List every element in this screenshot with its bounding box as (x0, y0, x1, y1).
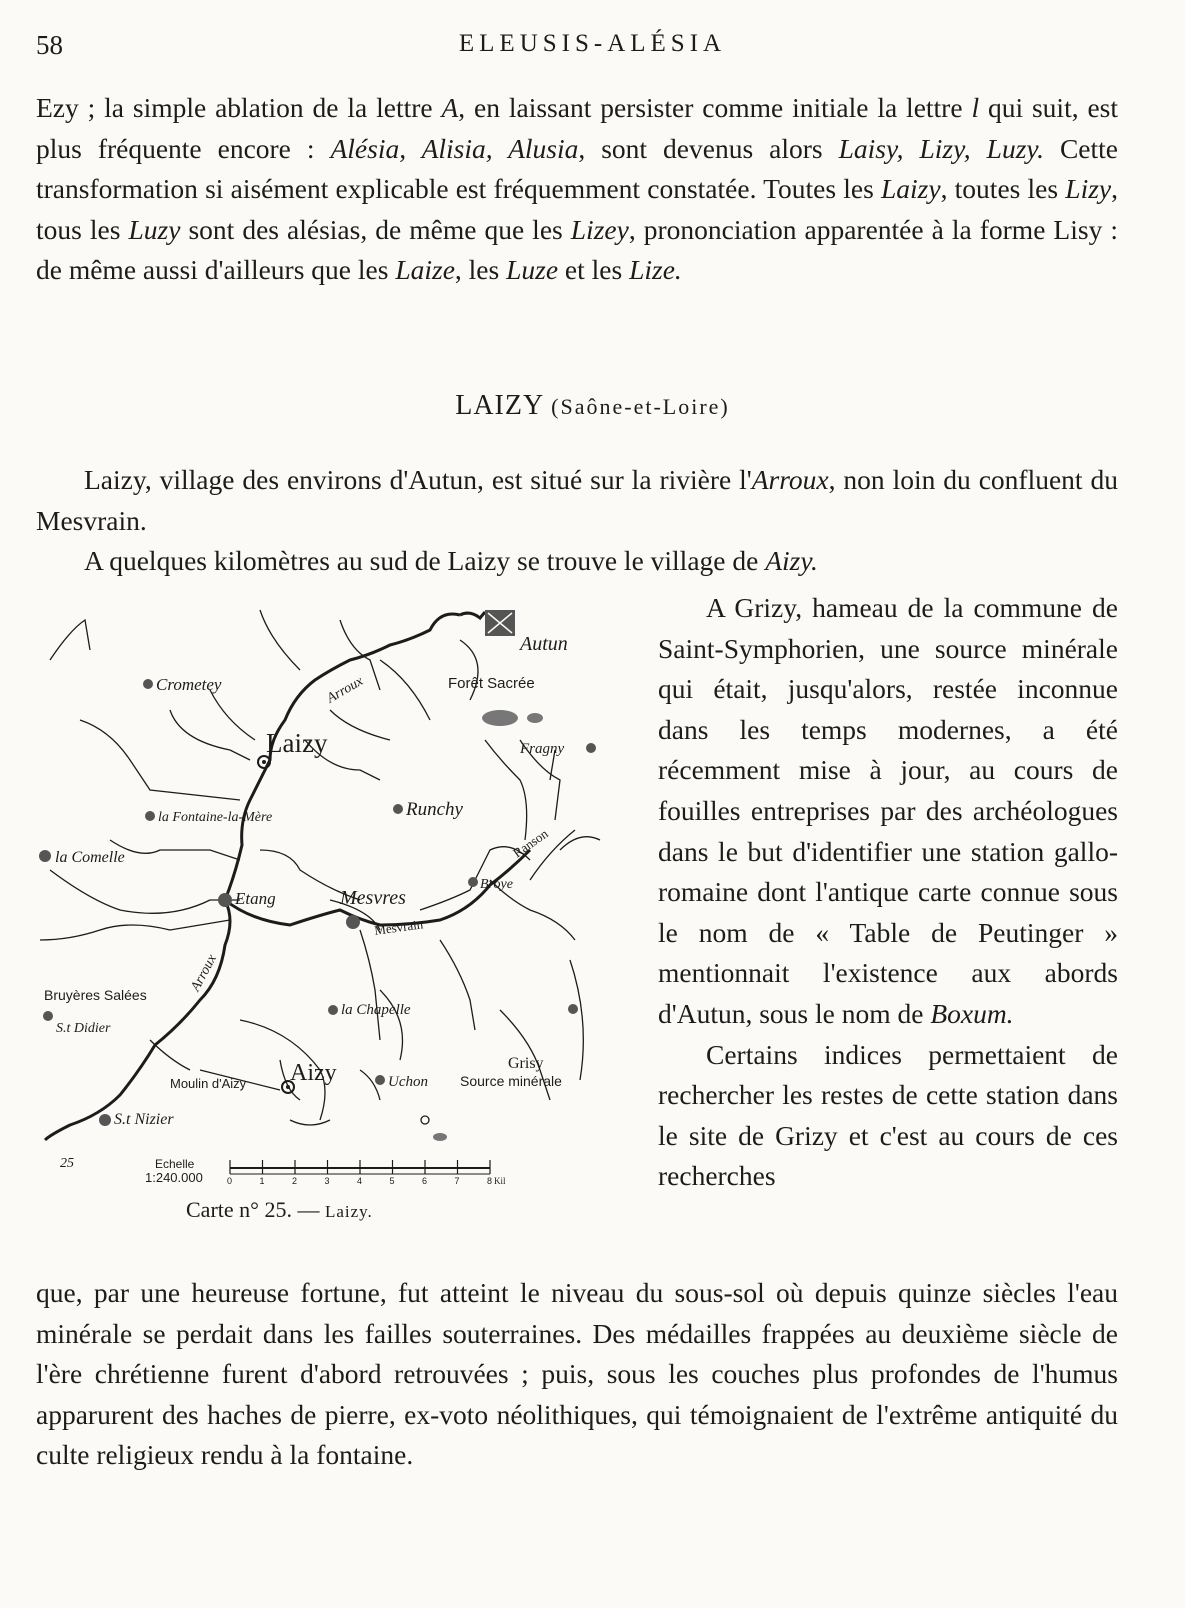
scale-tick-label: 4 (357, 1176, 363, 1186)
marker-runchy (393, 804, 403, 814)
map-label-laizy: Laizy (266, 728, 328, 758)
map-label-crometey: Crometey (156, 675, 222, 694)
laizy-map (30, 600, 620, 1200)
autun-town-mark (485, 610, 515, 636)
map-label-fragny: Fragny (520, 741, 565, 757)
section-subtitle: (Saône-et-Loire) (551, 394, 730, 419)
foret-sacree-mark (482, 710, 543, 726)
map-label-arroux-top: Arroux (324, 673, 366, 707)
map-label-arroux-bottom: Arroux (188, 952, 220, 994)
scale-tick-label: 7 (454, 1176, 460, 1186)
map-label-moulin: Moulin d'Aizy (170, 1076, 247, 1091)
paragraph-laizy-location: Laizy, village des environs d'Autun, est situé sur la rivière l'Arroux, non loin du confluent du Mesvrain. (36, 464, 1118, 536)
scale-tick-label: 8 (487, 1176, 493, 1186)
scale-tick-label: 6 (422, 1176, 428, 1186)
scale-tick-label: 3 (324, 1176, 330, 1186)
map-label-runchy: Runchy (406, 799, 463, 820)
map-label-source: Source minérale (460, 1073, 562, 1089)
map-label-mesvres: Mesvres (340, 887, 406, 909)
marker-stsymphorien (568, 1004, 578, 1014)
marker-uchon (375, 1075, 385, 1085)
marker-stnizier (99, 1114, 111, 1126)
map-label-mesvrain: Mesvrain (373, 916, 425, 938)
marker-etang (218, 893, 232, 907)
scale-tick-label: 2 (292, 1176, 298, 1186)
map-label-uchon: Uchon (388, 1074, 428, 1090)
paragraph-indices: Certains indices permettaient de rechercher les restes de cette station dans le site de Grizy et c'est au cours de ces recherches (658, 1038, 1118, 1192)
plate-number: 25 (60, 1156, 74, 1171)
page-number: 58 (36, 30, 63, 60)
marker-chapelle (328, 1005, 338, 1015)
scale-unit: Kil (494, 1176, 506, 1186)
paragraph-fountain: que, par une heureuse fortune, fut atteint le niveau du sous-sol où depuis quinze siècles l'eau minérale se perdait dans les failles souterraines. Des médailles frappées au deuxième siècle de l'ère chrétienne furent d'abord retrouvées ; puis, sous les couches plus profondes de l'humus apparurent des haches de pierre, ex-voto néolithiques, qui témoignaient de l'extrême antiquité du culte religieux rendu à la fontaine. (36, 1277, 1118, 1471)
column-text (658, 588, 1118, 1197)
scale-ratio: 1:240.000 (145, 1170, 203, 1185)
map-label-comelle: la Comelle (55, 849, 125, 866)
map-label-foret-sacree: Forêt Sacrée (448, 675, 535, 692)
map-label-etang: Etang (235, 889, 276, 908)
marker-fontaine (145, 811, 155, 821)
map-label-fontaine: la Fontaine-la-Mère (158, 810, 273, 825)
marker-crometey (143, 679, 153, 689)
map-label-stnizier: S.t Nizier (114, 1111, 174, 1128)
map-label-chapelle: la Chapelle (341, 1002, 411, 1018)
section-title: LAIZY (Saône-et-Loire) (455, 390, 730, 421)
map-label-stdidier: S.t Didier (56, 1021, 111, 1036)
marker-fragny (586, 743, 596, 753)
page-header (36, 30, 1149, 70)
marker-mesvres (346, 915, 360, 929)
paragraph-grizy: A Grizy, hameau de la commune de Saint-Symphorien, une source minérale qui était, jusqu'alors, restée inconnue dans les temps modernes, a été récemment mise à jour, au cours de fouilles entreprises par des archéologues dans le but d'identifier une station gallo-romaine dont l'antique carte connue sous le nom de « Table de Peutinger » mentionnait l'existence aux abords d'Autun, sous le nom de Boxum. (658, 592, 1118, 1029)
running-title: ELEUSIS-ALÉSIA (458, 30, 727, 57)
figure-caption: Carte n° 25. — Laizy. (186, 1197, 373, 1222)
scale-tick-label: 0 (227, 1176, 233, 1186)
marker-comelle (39, 850, 51, 862)
map-label-grisy: Grisy (508, 1055, 544, 1072)
marker-stdidier (43, 1011, 53, 1021)
paragraph-alesia-variants: Ezy ; la simple ablation de la lettre A, en laissant persister comme initiale la lettre l qui suit, est plus fréquente encore : Alésia, Alisia, Alusia, sont devenus alors Laisy, Lizy, Luzy. Cette transformation si aisément explicable est fréquemment constatée. Toutes les Laizy, toutes les Lizy, tous les Luzy sont des alésias, de même que les Lizey, prononciation apparentée à la forme Lisy : de même aussi d'ailleurs que les Laize, les Luze et les Lize. (36, 92, 1119, 286)
scale-tick-label: 1 (259, 1176, 265, 1186)
scale-title: Echelle (155, 1157, 195, 1171)
map-label-bruyeres-salees: Bruyères Salées (44, 987, 147, 1003)
map-label-autun: Autun (520, 633, 568, 655)
paragraph-aizy: A quelques kilomètres au sud de Laizy se trouve le village de Aizy. (84, 545, 818, 576)
marker-broye (468, 877, 478, 887)
map-label-broye: Broye (480, 877, 513, 892)
scale-tick-label: 5 (389, 1176, 395, 1186)
map-label-aizy: Aizy (290, 1060, 337, 1086)
map-label-ranson: Ranson (510, 825, 551, 861)
scale-bar (227, 1160, 506, 1186)
